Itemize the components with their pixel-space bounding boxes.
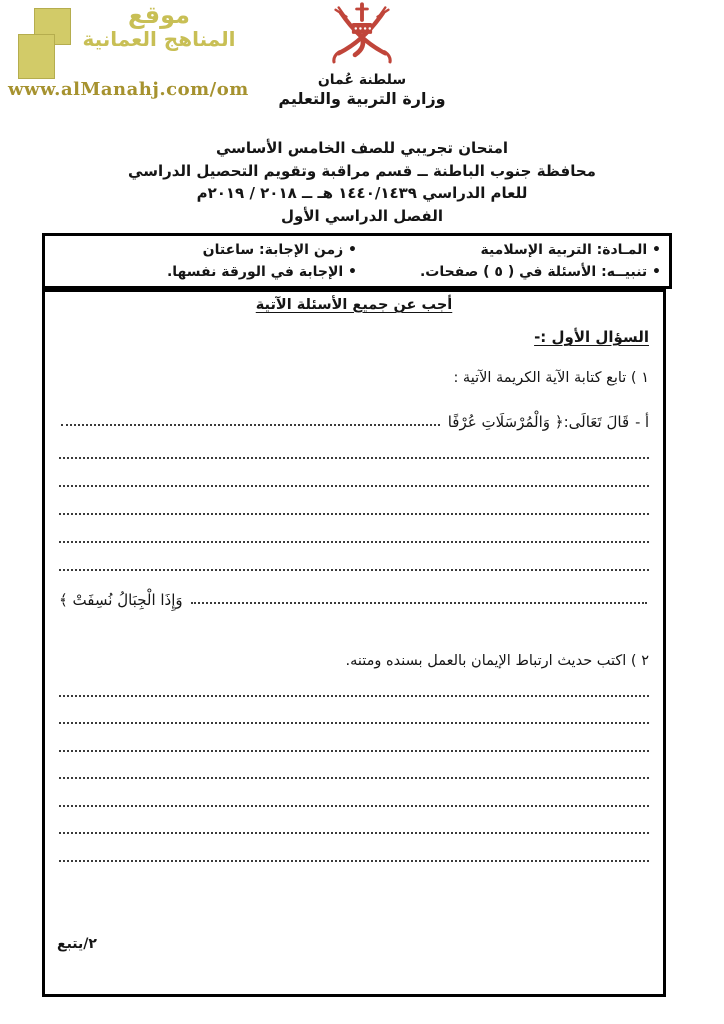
semester-line: الفصل الدراسي الأول — [281, 206, 443, 225]
continued-page-note: ٢/يتبع — [57, 936, 97, 952]
answer-dotted-line — [59, 779, 649, 807]
ministry-header — [212, 2, 512, 108]
quran-verse-start: قَالَ تَعَالَى:﴿ وَالْمُرْسَلَاتِ عُرْفًا — [447, 413, 630, 431]
q1-answer-lines — [59, 431, 649, 571]
logo-square-icon — [18, 34, 55, 79]
exam-info-box — [42, 233, 672, 289]
question-2-text: ٢ ) اكتب حديث ارتباط الإيمان بالعمل بسنده ومتنه. — [345, 653, 649, 669]
answer-dotted-line — [59, 431, 649, 459]
quran-verse-end: وَإِذَا الْجِبَالُ نُسِفَتْ ﴾ — [59, 591, 183, 609]
general-instruction: أجب عن جميع الأسئلة الآتية — [255, 297, 453, 313]
question-1-text: ١ ) تابع كتابة الآية الكريمة الآتية : — [453, 370, 649, 386]
subject-line: • المـادة: التربية الإسلامية — [480, 242, 661, 258]
governorate-line: محافظة جنوب الباطنة ــ قسم مراقبة وتقويم التحصيل الدراسي — [128, 161, 596, 180]
info-right-column — [357, 239, 661, 283]
answer-dotted-line — [59, 752, 649, 780]
time-line: • زمن الإجابة: ساعتان — [202, 242, 357, 258]
exam-title: امتحان تجريبي للصف الخامس الأساسي — [215, 139, 509, 157]
section-one-title: السؤال الأول :- — [534, 328, 649, 346]
exam-body — [42, 289, 666, 997]
academic-year-line: للعام الدراسي ١٤٤٠/١٤٣٩ هـ ــ ٢٠١٨ / ٢٠١٩م — [196, 184, 528, 202]
pages-note-line: • تنبيــه: الأسئلة في ( ٥ ) صفحات. — [419, 264, 661, 280]
answer-dotted-line — [59, 487, 649, 515]
answer-dotted-line — [59, 807, 649, 835]
answer-dotted-line — [59, 724, 649, 752]
answer-dotted-line — [59, 697, 649, 725]
answer-dotted-line — [59, 515, 649, 543]
oman-emblem-icon — [323, 2, 401, 72]
answer-place-line: • الإجابة في الورقة نفسها. — [166, 264, 357, 280]
verse-start-line — [59, 403, 649, 431]
site-url-link[interactable]: www.alManahj.com/om — [8, 79, 249, 100]
info-left-column — [53, 239, 357, 283]
answer-dotted-line — [59, 543, 649, 571]
ministry-name: وزارة التربية والتعليم — [278, 89, 446, 108]
site-name-line2: المناهج العمانية — [82, 27, 236, 52]
item-a-label: أ - — [635, 415, 649, 431]
exam-header — [0, 137, 724, 227]
q2-answer-lines — [59, 669, 649, 862]
answer-dotted-line — [59, 669, 649, 697]
answer-dotted-line — [59, 834, 649, 862]
site-name-line1: موقع — [127, 1, 190, 29]
country-name: سلطنة عُمان — [317, 72, 407, 88]
verse-end-line — [59, 583, 649, 609]
answer-dotted-line — [59, 459, 649, 487]
